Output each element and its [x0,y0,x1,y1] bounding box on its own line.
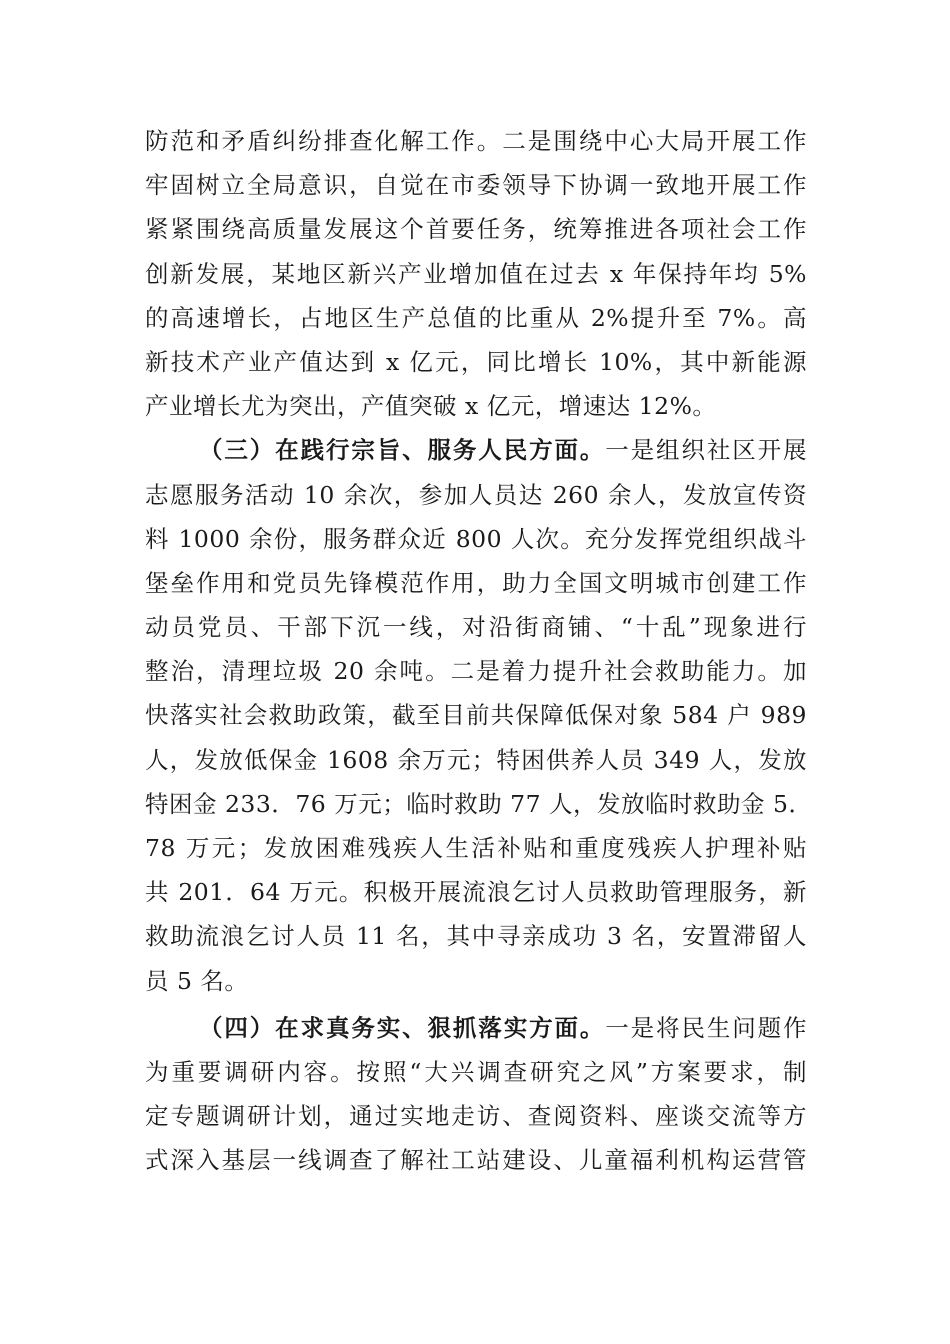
text-line: 产业增长尤为突出，产值突破 x 亿元，增速达 12%。 [145,392,717,421]
text-line: 特困金 233．76 万元；临时救助 77 人，发放临时救助金 5． [145,789,813,818]
section-4-intro: 一是将民生问题作 [605,1013,808,1042]
text-line: 的高速增长，占地区生产总值的比重从 2%提升至 7%。高 [145,303,807,332]
section-3-intro: 一是组织社区开展 [605,436,808,465]
section-3-first-line [145,428,807,472]
text-line: 为重要调研内容。按照“大兴调查研究之风”方案要求，制 [145,1057,807,1086]
section-3-heading: （三）在践行宗旨、服务人民方面。 [199,436,606,465]
text-line: 78 万元；发放困难残疾人生活补贴和重度残疾人护理补贴 [145,834,807,862]
text-line: 共 201．64 万元。积极开展流浪乞讨人员救助管理服务，新 [145,878,807,907]
text-line: 救助流浪乞讨人员 11 名，其中寻亲成功 3 名，安置滞留人 [145,922,807,951]
text-line: 牢固树立全局意识，自觉在市委领导下协调一致地开展工作 [145,171,807,200]
text-line: 整治，清理垃圾 20 余吨。二是着力提升社会救助能力。加 [145,657,807,686]
text-line: 人，发放低保金 1608 余万元；特困供养人员 349 人，发放 [145,745,807,774]
text-line: 紧紧围绕高质量发展这个首要任务，统筹推进各项社会工作 [145,215,807,244]
section-4-heading: （四）在求真务实、狠抓落实方面。 [199,1013,606,1042]
text-line: 快落实社会救助政策，截至目前共保障低保对象 584 户 989 [145,701,807,730]
text-line: 创新发展，某地区新兴产业增加值在过去 x 年保持年均 5% [145,259,807,288]
document-body [145,119,813,1183]
text-line: 料 1000 余份，服务群众近 800 人次。充分发挥党组织战斗 [145,524,807,553]
text-line: 新技术产业产值达到 x 亿元，同比增长 10%，其中新能源 [145,347,807,376]
section-4-first-line [145,1006,807,1050]
text-line: 动员党员、干部下沉一线，对沿街商铺、“十乱”现象进行 [145,613,807,642]
text-line: 式深入基层一线调查了解社工站建设、儿童福利机构运营管 [145,1146,807,1175]
text-line: 定专题调研计划，通过实地走访、查阅资料、座谈交流等方 [145,1102,807,1131]
text-line: 防范和矛盾纠纷排查化解工作。二是围绕中心大局开展工作 [145,127,807,155]
text-line: 志愿服务活动 10 余次，参加人员达 260 余人，发放宣传资 [145,480,807,509]
text-line: 员 5 名。 [145,966,249,995]
text-line: 堡垒作用和党员先锋模范作用，助力全国文明城市创建工作 [145,568,807,597]
